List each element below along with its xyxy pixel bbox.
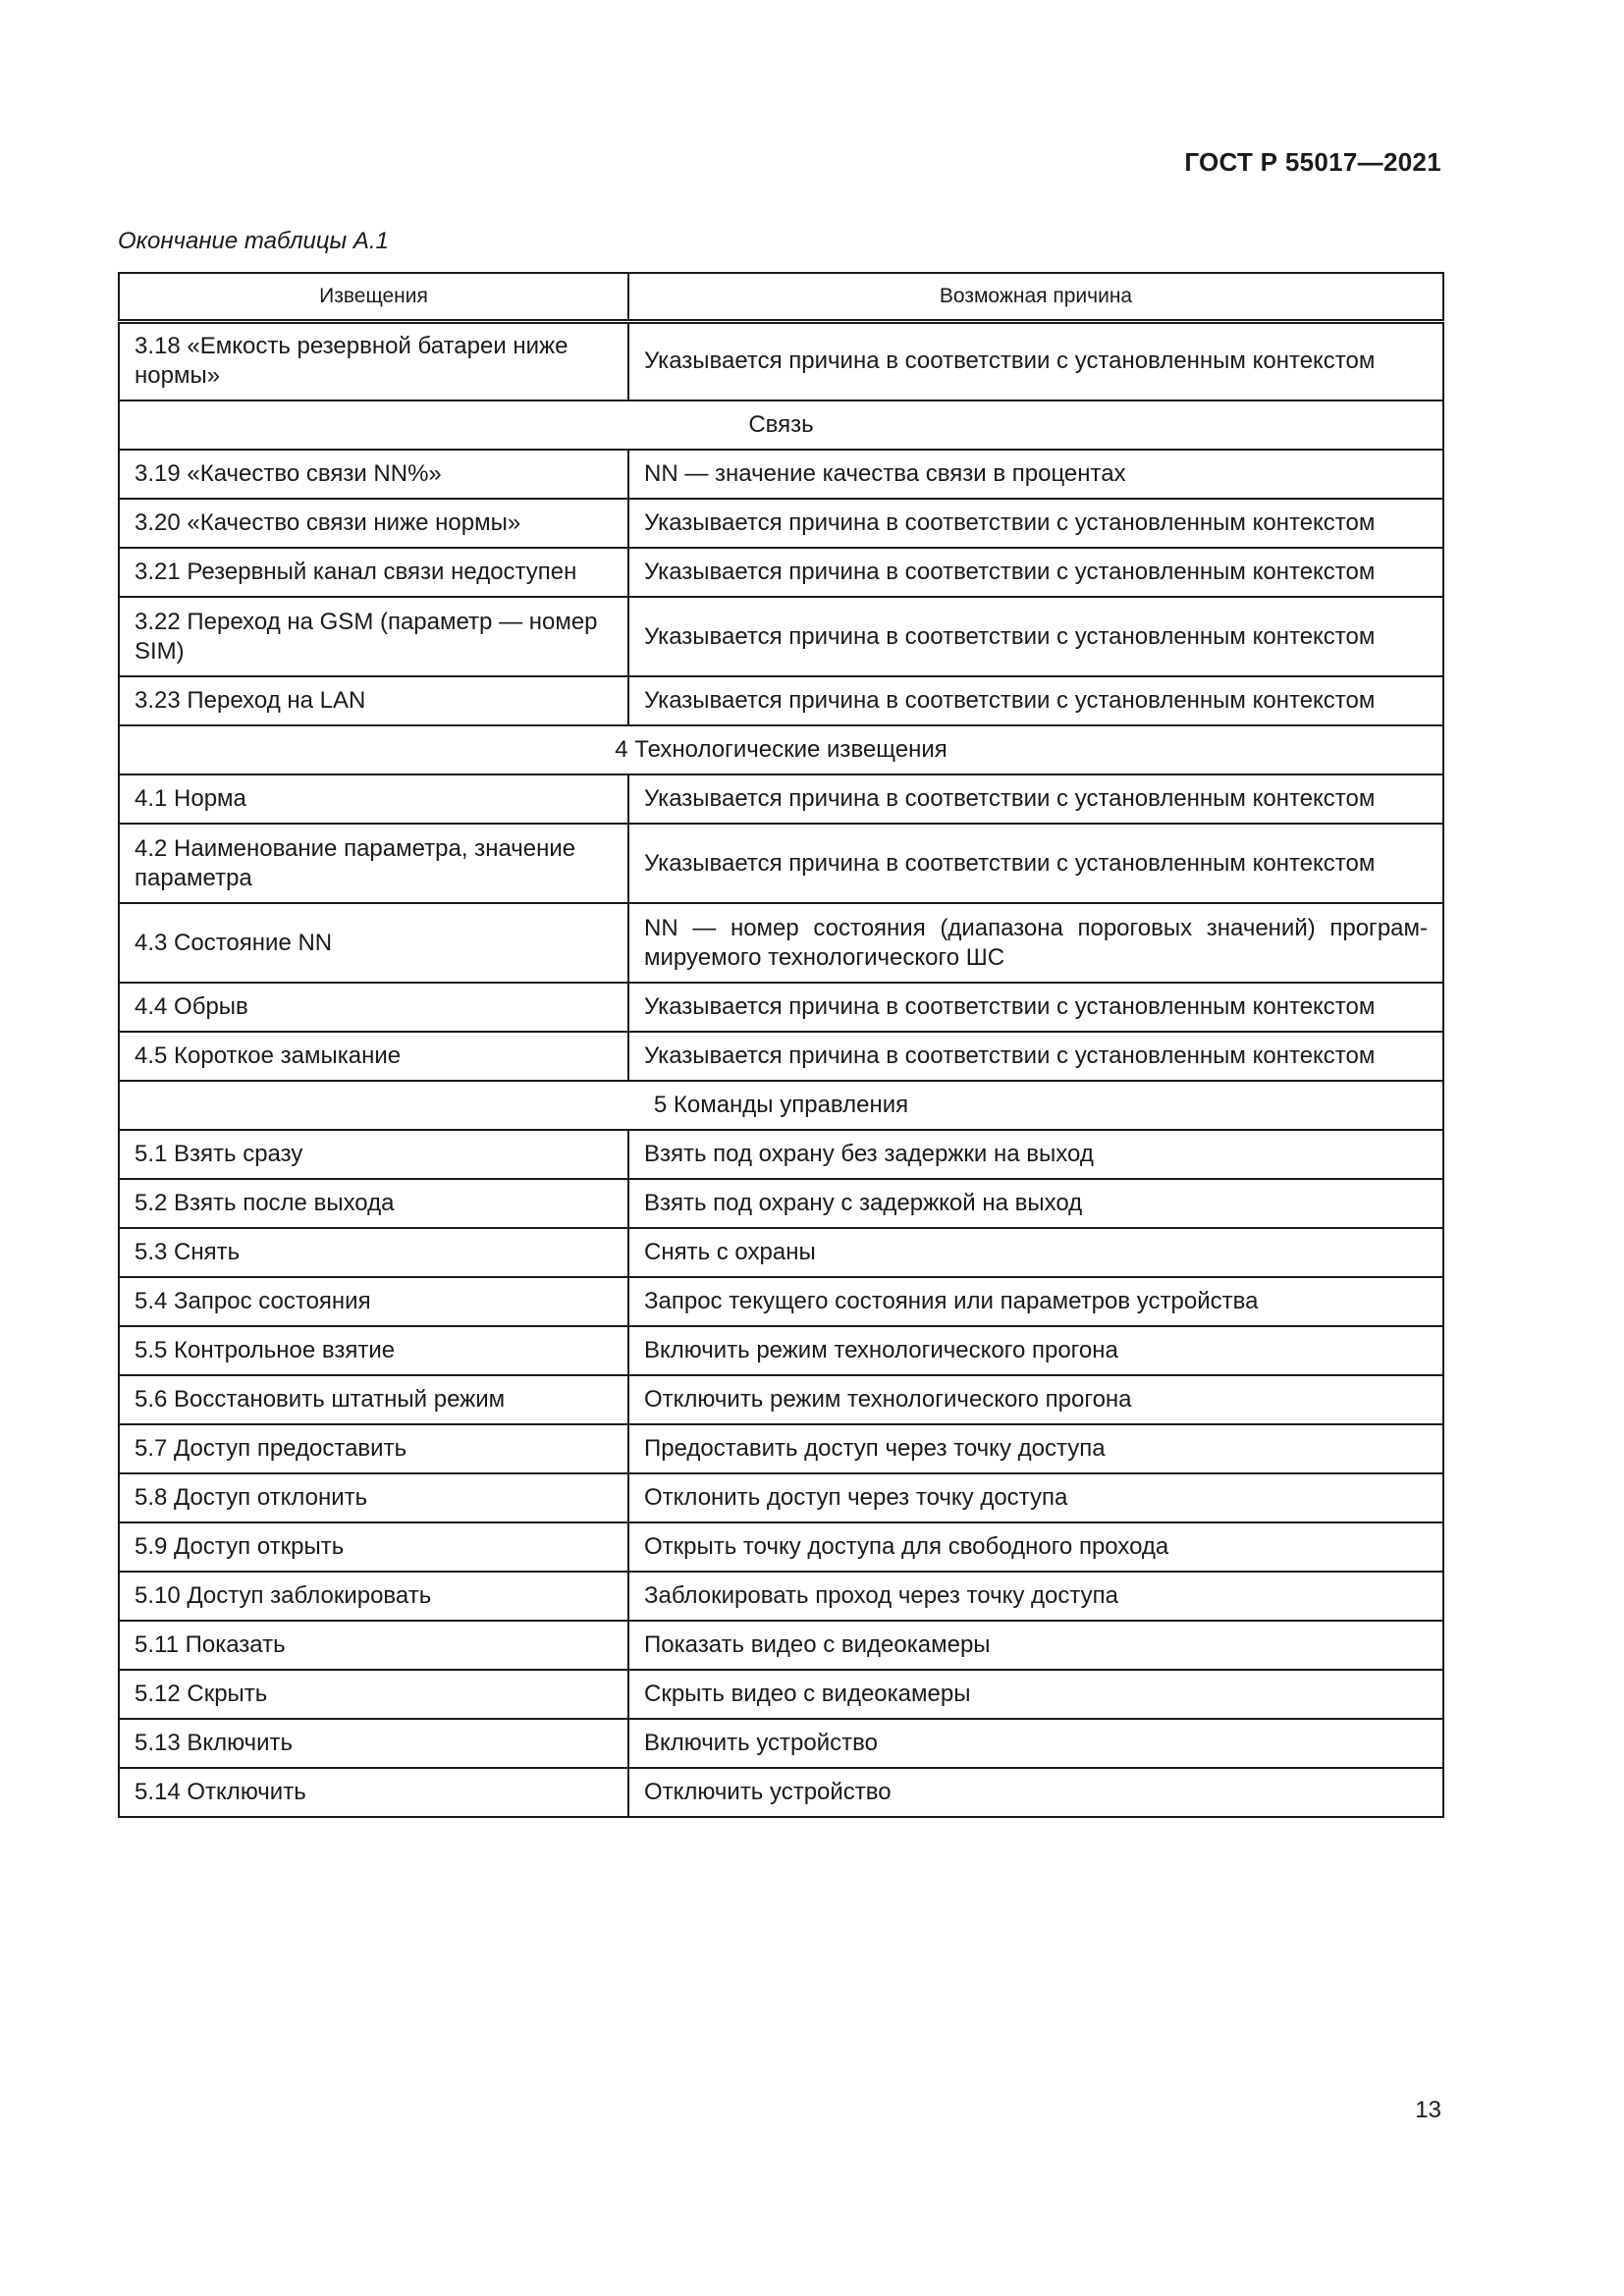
notification-cell: 5.8 Доступ отклонить bbox=[119, 1473, 628, 1522]
table-row bbox=[119, 597, 1443, 676]
notification-cell: 3.20 «Качество связи ниже нормы» bbox=[119, 499, 628, 548]
notification-cell: 5.11 Показать bbox=[119, 1621, 628, 1670]
notification-cell: 5.9 Доступ открыть bbox=[119, 1522, 628, 1572]
column-header-notifications: Извещения bbox=[119, 273, 628, 321]
notification-cell: 5.1 Взять сразу bbox=[119, 1130, 628, 1179]
section-title: Связь bbox=[119, 400, 1443, 450]
notification-cell: 4.3 Состояние NN bbox=[119, 903, 628, 983]
table-row bbox=[119, 983, 1443, 1032]
notification-cell: 5.13 Включить bbox=[119, 1719, 628, 1768]
cause-cell: Запрос текущего состояния или параметров устройства bbox=[628, 1277, 1443, 1326]
cause-cell: Взять под охрану с задержкой на выход bbox=[628, 1179, 1443, 1228]
table-row bbox=[119, 1768, 1443, 1817]
cause-cell: Взять под охрану без задержки на выход bbox=[628, 1130, 1443, 1179]
table-row bbox=[119, 824, 1443, 903]
table-row bbox=[119, 903, 1443, 983]
table-row bbox=[119, 1277, 1443, 1326]
notification-cell: 5.12 Скрыть bbox=[119, 1670, 628, 1719]
cause-cell: Указывается причина в соответствии с установленным контекстом bbox=[628, 499, 1443, 548]
table-row bbox=[119, 1473, 1443, 1522]
notification-cell: 3.22 Переход на GSM (параметр — номер SIM) bbox=[119, 597, 628, 676]
table-row bbox=[119, 774, 1443, 824]
cause-cell: Указывается причина в соответствии с установленным контекстом bbox=[628, 774, 1443, 824]
cause-cell: Указывается причина в соответствии с установленным контекстом bbox=[628, 676, 1443, 725]
cause-cell: Указывается причина в соответствии с установленным контекстом bbox=[628, 548, 1443, 597]
table-row bbox=[119, 450, 1443, 499]
notifications-table bbox=[118, 272, 1444, 1818]
cause-cell: Предоставить доступ через точку доступа bbox=[628, 1424, 1443, 1473]
cause-cell: Скрыть видео с видеокамеры bbox=[628, 1670, 1443, 1719]
cause-cell: Заблокировать проход через точку доступа bbox=[628, 1572, 1443, 1621]
table-row bbox=[119, 1719, 1443, 1768]
column-header-possible-cause: Возможная причина bbox=[628, 273, 1443, 321]
section-row bbox=[119, 400, 1443, 450]
table-row bbox=[119, 1326, 1443, 1375]
cause-cell: Включить устройство bbox=[628, 1719, 1443, 1768]
notification-cell: 5.14 Отключить bbox=[119, 1768, 628, 1817]
cause-cell: NN — значение качества связи в процентах bbox=[628, 450, 1443, 499]
notification-cell: 4.4 Обрыв bbox=[119, 983, 628, 1032]
table-row bbox=[119, 1179, 1443, 1228]
notification-cell: 4.1 Норма bbox=[119, 774, 628, 824]
cause-cell: Отключить устройство bbox=[628, 1768, 1443, 1817]
notification-cell: 3.21 Резервный канал связи недоступен bbox=[119, 548, 628, 597]
table-row bbox=[119, 1572, 1443, 1621]
cause-cell: Указывается причина в соответствии с установленным контекстом bbox=[628, 597, 1443, 676]
page-number: 13 bbox=[1415, 2097, 1441, 2123]
cause-cell: Показать видео с видеокамеры bbox=[628, 1621, 1443, 1670]
notification-cell: 5.4 Запрос состояния bbox=[119, 1277, 628, 1326]
table-row bbox=[119, 676, 1443, 725]
cause-cell: Указывается причина в соответствии с установленным контекстом bbox=[628, 321, 1443, 400]
table-row bbox=[119, 1032, 1443, 1081]
notification-cell: 5.5 Контрольное взятие bbox=[119, 1326, 628, 1375]
table-row bbox=[119, 1522, 1443, 1572]
cause-cell: Отключить режим технологического прогона bbox=[628, 1375, 1443, 1424]
section-row bbox=[119, 1081, 1443, 1130]
cause-cell: NN — номер состояния (диапазона пороговых значений) програм-мируемого технологического ШС bbox=[628, 903, 1443, 983]
cause-cell: Включить режим технологического прогона bbox=[628, 1326, 1443, 1375]
section-title: 5 Команды управления bbox=[119, 1081, 1443, 1130]
table-row bbox=[119, 548, 1443, 597]
cause-cell: Снять с охраны bbox=[628, 1228, 1443, 1277]
table-row bbox=[119, 1375, 1443, 1424]
table-row bbox=[119, 499, 1443, 548]
section-title: 4 Технологические извещения bbox=[119, 725, 1443, 774]
cause-cell: Указывается причина в соответствии с установленным контекстом bbox=[628, 1032, 1443, 1081]
notification-cell: 4.2 Наименование параметра, значение параметра bbox=[119, 824, 628, 903]
table-row bbox=[119, 1228, 1443, 1277]
notification-cell: 5.6 Восстановить штатный режим bbox=[119, 1375, 628, 1424]
table-row bbox=[119, 1670, 1443, 1719]
table-caption: Окончание таблицы А.1 bbox=[118, 228, 389, 254]
notification-cell: 5.7 Доступ предоставить bbox=[119, 1424, 628, 1473]
section-row bbox=[119, 725, 1443, 774]
table-row bbox=[119, 1424, 1443, 1473]
notification-cell: 5.10 Доступ заблокировать bbox=[119, 1572, 628, 1621]
cause-cell: Указывается причина в соответствии с установленным контекстом bbox=[628, 824, 1443, 903]
notification-cell: 3.19 «Качество связи NN%» bbox=[119, 450, 628, 499]
cause-cell: Указывается причина в соответствии с установленным контекстом bbox=[628, 983, 1443, 1032]
notification-cell: 4.5 Короткое замыкание bbox=[119, 1032, 628, 1081]
notification-cell: 3.23 Переход на LAN bbox=[119, 676, 628, 725]
table-row bbox=[119, 1621, 1443, 1670]
table-header-row bbox=[119, 273, 1443, 321]
notification-cell: 5.2 Взять после выхода bbox=[119, 1179, 628, 1228]
table-row bbox=[119, 1130, 1443, 1179]
cause-cell: Открыть точку доступа для свободного прохода bbox=[628, 1522, 1443, 1572]
notification-cell: 3.18 «Емкость резервной батареи ниже нормы» bbox=[119, 321, 628, 400]
table-row bbox=[119, 321, 1443, 400]
cause-cell: Отклонить доступ через точку доступа bbox=[628, 1473, 1443, 1522]
document-code: ГОСТ Р 55017—2021 bbox=[1184, 147, 1441, 177]
notification-cell: 5.3 Снять bbox=[119, 1228, 628, 1277]
